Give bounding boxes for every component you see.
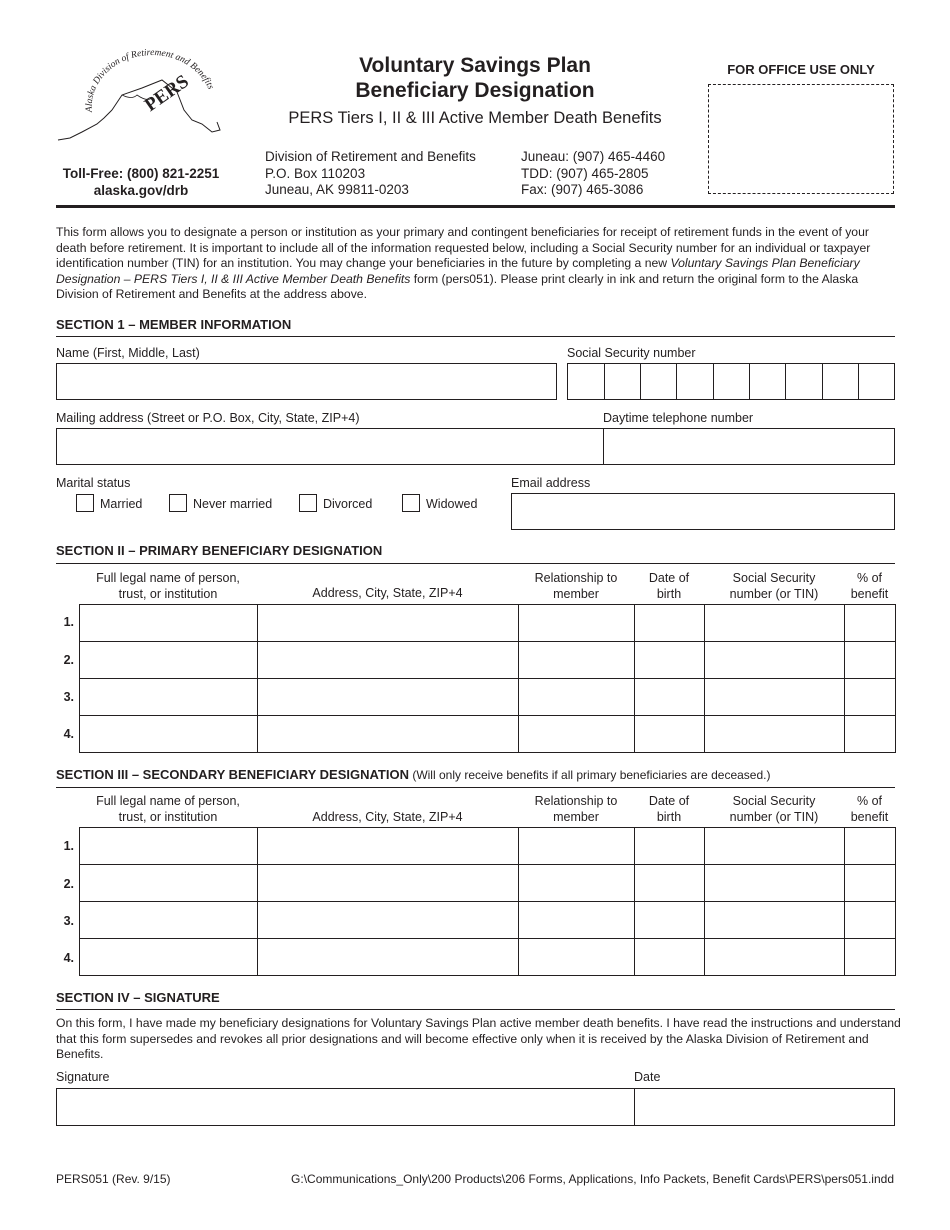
ssn-label: Social Security number <box>567 346 696 360</box>
contact-phone-block <box>521 149 665 199</box>
primary-beneficiary-table <box>79 604 896 753</box>
beneficiary-address-cell[interactable] <box>258 865 519 902</box>
row-number: 2. <box>63 877 74 891</box>
beneficiary-ssn-cell[interactable] <box>705 679 845 716</box>
ssn-digit-divider <box>713 364 714 400</box>
beneficiary-percent-cell[interactable] <box>845 828 896 865</box>
col-header-dob: Date of birth <box>648 794 690 824</box>
beneficiary-dob-cell[interactable] <box>635 716 705 753</box>
name-field[interactable] <box>56 363 557 400</box>
signature-statement: On this form, I have made my beneficiary designations for Voluntary Savings Plan active member death benefits. I have read the instructions and understand that this form supersedes and revokes all prior designations and will become effective only when it is received by the Alaska Division of Retirement and Benefits. <box>56 1016 901 1062</box>
beneficiary-address-cell[interactable] <box>258 939 519 976</box>
checkbox-label: Never married <box>193 497 273 511</box>
beneficiary-percent-cell[interactable] <box>845 865 896 902</box>
beneficiary-address-cell[interactable] <box>258 902 519 939</box>
beneficiary-name-cell[interactable] <box>80 939 258 976</box>
address-line: Juneau, AK 99811-0203 <box>265 182 409 197</box>
ssn-digit-divider <box>822 364 823 400</box>
beneficiary-address-cell[interactable] <box>258 828 519 865</box>
form-id: PERS051 (Rev. 9/15) <box>56 1172 171 1186</box>
email-field[interactable] <box>511 493 895 530</box>
beneficiary-relationship-cell[interactable] <box>519 865 635 902</box>
table-row <box>80 679 896 716</box>
ssn-digit-divider <box>858 364 859 400</box>
intro-paragraph <box>56 225 901 303</box>
col-header-ssn: Social Security number (or TIN) <box>729 794 819 824</box>
mailing-address-block <box>265 149 476 199</box>
table-row <box>80 828 896 865</box>
beneficiary-ssn-cell[interactable] <box>705 939 845 976</box>
beneficiary-dob-cell[interactable] <box>635 828 705 865</box>
beneficiary-percent-cell[interactable] <box>845 902 896 939</box>
ssn-digit-divider <box>749 364 750 400</box>
col-header-percent: % of benefit <box>850 571 889 601</box>
signature-field[interactable] <box>56 1088 635 1126</box>
beneficiary-relationship-cell[interactable] <box>519 605 635 642</box>
beneficiary-relationship-cell[interactable] <box>519 939 635 976</box>
email-label: Email address <box>511 476 591 490</box>
beneficiary-name-cell[interactable] <box>80 865 258 902</box>
intro-form-name: Voluntary Savings Plan Beneficiary Designation – PERS Tiers I, II & III Active Member Death Benefits <box>56 256 860 286</box>
intro-text: form (pers051). Please print clearly in ink and return the original form to the Alaska Division of Retirement and Benefits at the address above. <box>56 271 859 302</box>
phone-fax: Fax: (907) 465-3086 <box>521 182 644 197</box>
form-title-line2: Beneficiary Designation <box>355 79 595 102</box>
office-use-label: FOR OFFICE USE ONLY <box>727 62 875 77</box>
row-number: 4. <box>63 951 74 965</box>
beneficiary-address-cell[interactable] <box>258 679 519 716</box>
file-path: G:\Communications_Only\200 Products\206 Forms, Applications, Info Packets, Benefit Cards\PERS\pers051.indd <box>291 1172 894 1186</box>
checkbox-label: Married <box>100 497 143 511</box>
beneficiary-relationship-cell[interactable] <box>519 679 635 716</box>
mailing-address-label: Mailing address (Street or P.O. Box, City, State, ZIP+4) <box>56 411 360 425</box>
beneficiary-percent-cell[interactable] <box>845 939 896 976</box>
intro-text: This form allows you to designate a person or institution as your primary and contingent beneficiaries for receipt of retirement funds in the event of your death before retirement. It is important to include all of the information requested below, including a Social Security number for an individual or taxpayer identification number (TIN) for an institution. You may change your beneficiaries in the future by completing a new <box>56 225 871 271</box>
svg-text:PERS: PERS <box>140 70 193 117</box>
table-row <box>80 865 896 902</box>
beneficiary-address-cell[interactable] <box>258 605 519 642</box>
ssn-field[interactable] <box>567 363 895 400</box>
beneficiary-ssn-cell[interactable] <box>705 865 845 902</box>
toll-free-phone: Toll-Free: (800) 821-2251 <box>62 166 220 181</box>
section2-title: SECTION II – PRIMARY BENEFICIARY DESIGNATION <box>56 543 383 558</box>
beneficiary-ssn-cell[interactable] <box>705 642 845 679</box>
beneficiary-dob-cell[interactable] <box>635 902 705 939</box>
beneficiary-percent-cell[interactable] <box>845 642 896 679</box>
beneficiary-percent-cell[interactable] <box>845 679 896 716</box>
beneficiary-name-cell[interactable] <box>80 902 258 939</box>
beneficiary-address-cell[interactable] <box>258 716 519 753</box>
office-use-box <box>708 84 894 194</box>
col-header-ssn: Social Security number (or TIN) <box>729 571 819 601</box>
col-header-name: Full legal name of person, trust, or institution <box>96 794 240 824</box>
col-header-dob: Date of birth <box>648 571 690 601</box>
checkbox-label: Widowed <box>426 497 478 511</box>
section-rule <box>56 1009 895 1010</box>
section-rule <box>56 563 895 564</box>
col-header-address: Address, City, State, ZIP+4 <box>312 810 463 824</box>
beneficiary-dob-cell[interactable] <box>635 642 705 679</box>
beneficiary-dob-cell[interactable] <box>635 679 705 716</box>
mailing-address-field[interactable] <box>56 428 604 465</box>
beneficiary-percent-cell[interactable] <box>845 605 896 642</box>
section3-heading: SECTION III – SECONDARY BENEFICIARY DESIGNATION <box>56 767 409 782</box>
ssn-digit-divider <box>640 364 641 400</box>
section3-note: (Will only receive benefits if all primary beneficiaries are deceased.) <box>408 768 771 782</box>
section-rule <box>56 787 895 788</box>
beneficiary-name-cell[interactable] <box>80 828 258 865</box>
col-header-address: Address, City, State, ZIP+4 <box>312 586 463 600</box>
beneficiary-name-cell[interactable] <box>80 716 258 753</box>
beneficiary-dob-cell[interactable] <box>635 605 705 642</box>
checkbox-divorced[interactable] <box>299 494 317 512</box>
beneficiary-address-cell[interactable] <box>258 642 519 679</box>
ssn-digit-divider <box>604 364 605 400</box>
phone-tdd: TDD: (907) 465-2805 <box>521 165 649 181</box>
row-number: 1. <box>63 615 74 629</box>
beneficiary-relationship-cell[interactable] <box>519 828 635 865</box>
row-number: 4. <box>63 727 74 741</box>
checkbox-married[interactable] <box>76 494 94 512</box>
daytime-phone-label: Daytime telephone number <box>603 411 754 425</box>
header-divider <box>56 205 895 208</box>
signature-label: Signature <box>56 1070 110 1084</box>
checkbox-label: Divorced <box>323 497 373 511</box>
beneficiary-relationship-cell[interactable] <box>519 902 635 939</box>
beneficiary-ssn-cell[interactable] <box>705 828 845 865</box>
beneficiary-name-cell[interactable] <box>80 642 258 679</box>
row-number: 3. <box>63 914 74 928</box>
agency-logo <box>52 40 230 160</box>
secondary-beneficiary-table <box>79 827 896 976</box>
table-row <box>80 605 896 642</box>
beneficiary-relationship-cell[interactable] <box>519 642 635 679</box>
beneficiary-dob-cell[interactable] <box>635 865 705 902</box>
ssn-digit-divider <box>785 364 786 400</box>
daytime-phone-field[interactable] <box>603 428 895 465</box>
section-rule <box>56 336 895 337</box>
checkbox-widowed[interactable] <box>402 494 420 512</box>
beneficiary-dob-cell[interactable] <box>635 939 705 976</box>
section4-title: SECTION IV – SIGNATURE <box>56 990 220 1005</box>
beneficiary-relationship-cell[interactable] <box>519 716 635 753</box>
beneficiary-ssn-cell[interactable] <box>705 716 845 753</box>
website-link[interactable]: alaska.gov/drb <box>93 183 189 198</box>
form-subtitle: PERS Tiers I, II & III Active Member Death Benefits <box>288 109 662 127</box>
row-number: 3. <box>63 690 74 704</box>
row-number: 2. <box>63 653 74 667</box>
col-header-relationship: Relationship to member <box>534 571 618 601</box>
name-label: Name (First, Middle, Last) <box>56 346 200 360</box>
date-field[interactable] <box>634 1088 895 1126</box>
section3-title <box>56 767 770 782</box>
svg-text:Alaska Division of Retirement: Alaska Division of Retirement and Benefits <box>84 48 216 113</box>
col-header-name: Full legal name of person, trust, or institution <box>96 571 240 601</box>
phone-juneau: Juneau: (907) 465-4460 <box>521 149 666 164</box>
form-title-line1: Voluntary Savings Plan <box>359 54 591 77</box>
beneficiary-percent-cell[interactable] <box>845 716 896 753</box>
marital-status-label: Marital status <box>56 476 131 490</box>
table-row <box>80 642 896 679</box>
table-row <box>80 939 896 976</box>
checkbox-never-married[interactable] <box>169 494 187 512</box>
section1-title: SECTION 1 – MEMBER INFORMATION <box>56 317 292 332</box>
beneficiary-ssn-cell[interactable] <box>705 605 845 642</box>
row-number: 1. <box>63 839 74 853</box>
table-row <box>80 716 896 753</box>
col-header-relationship: Relationship to member <box>534 794 618 824</box>
ssn-digit-divider <box>676 364 677 400</box>
beneficiary-ssn-cell[interactable] <box>705 902 845 939</box>
beneficiary-name-cell[interactable] <box>80 605 258 642</box>
address-line: P.O. Box 110203 <box>265 165 366 181</box>
table-row <box>80 902 896 939</box>
col-header-percent: % of benefit <box>850 794 889 824</box>
address-line: Division of Retirement and Benefits <box>265 149 476 164</box>
date-label: Date <box>634 1070 661 1084</box>
beneficiary-name-cell[interactable] <box>80 679 258 716</box>
